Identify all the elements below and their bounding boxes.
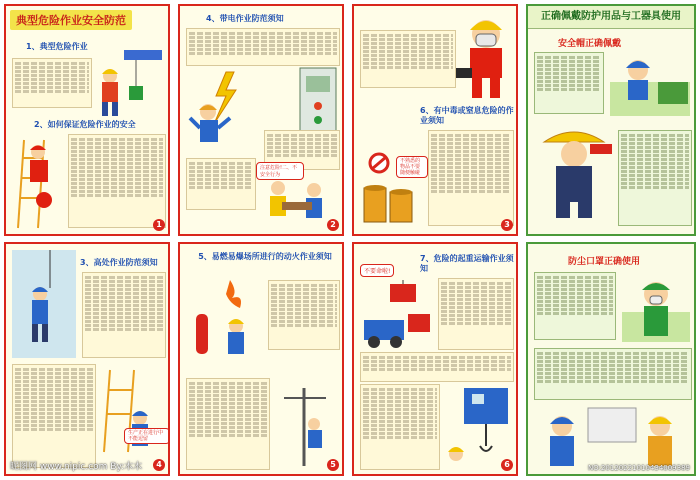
- panel-5: [4, 242, 170, 476]
- panel-3-text2: [428, 130, 514, 226]
- panel-6: [178, 242, 344, 476]
- worker-crane-illustration: [96, 46, 166, 118]
- panel-4-text2: [618, 130, 692, 226]
- panel-4: [526, 4, 696, 236]
- panel-3-sec: 6、有中毒或窒息危险的作业须知: [420, 106, 514, 125]
- image-id-text: NO:20120221010434009389: [587, 464, 690, 472]
- panel-2: [178, 4, 344, 236]
- panel-3: [352, 4, 518, 236]
- panel-2-text1: [186, 28, 340, 66]
- dust-mask-worker-illustration: [620, 272, 692, 344]
- panel-8: [526, 242, 696, 476]
- panel-1-text2: [68, 134, 166, 228]
- panel-2-sec: 4、带电作业防范须知: [206, 14, 284, 23]
- worker-ladder-illustration: [14, 138, 64, 230]
- panel-4-subtitle: 安全帽正确佩戴: [558, 39, 622, 49]
- panel-3-page-number: 3: [501, 219, 513, 231]
- crane-hook-illustration: [444, 384, 514, 470]
- panel-7-text2: [360, 352, 514, 382]
- panel-1-page-number: 1: [153, 219, 165, 231]
- gas-mask-worker-illustration: [456, 12, 516, 102]
- panel-7-text3: [360, 384, 440, 470]
- electric-shock-illustration: [186, 68, 256, 158]
- panel-7: [352, 242, 518, 476]
- watermark-text: 昵图网 www.nipic.com By:木木: [10, 462, 143, 472]
- panel-1: [4, 4, 170, 236]
- panel-3-warning-bubble: 不熟悉的物品不要随便触碰: [396, 156, 428, 178]
- panel-5-sec: 3、高处作业防范须知: [80, 258, 158, 267]
- panel-4-header: 正确佩戴防护用品与工器具使用: [528, 6, 694, 29]
- helmet-worker-illustration: [608, 52, 692, 118]
- forklift-load-illustration: [360, 280, 436, 350]
- panel-7-text1: [438, 278, 514, 350]
- panel-8-text2: [534, 348, 692, 400]
- panel-1-text1: [12, 58, 92, 108]
- panel-2-page-number: 2: [327, 219, 339, 231]
- panel-1-sec2: 2、如何保证危险作业的安全: [34, 120, 136, 129]
- panel-5-text1: [82, 272, 166, 358]
- two-workers-illustration: [538, 404, 688, 470]
- panel-4-text1: [534, 52, 604, 114]
- panel-1-title: 典型危险作业安全防范: [10, 10, 132, 30]
- safety-harness-worker-illustration: [10, 248, 78, 360]
- panel-1-sec1: 1、典型危险作业: [26, 42, 88, 51]
- crouching-worker-illustration: [534, 122, 614, 222]
- panel-7-page-number: 6: [501, 459, 513, 471]
- panel-5-warning-bubble: 生产正在进行中不能逗留: [124, 428, 170, 444]
- panel-6-page-number: 5: [327, 459, 339, 471]
- no-entry-icon: [368, 152, 390, 174]
- panel-7-warning-bubble: 不要命啦!: [360, 264, 394, 277]
- welding-fire-illustration: [186, 274, 266, 364]
- panel-5-page-number: 4: [153, 459, 165, 471]
- panel-6-sec: 5、易燃易爆场所进行的动火作业须知: [198, 252, 332, 261]
- chemical-barrels-illustration: [360, 182, 426, 226]
- panel-6-text1: [268, 280, 340, 350]
- panel-3-text1: [360, 30, 456, 88]
- panel-8-text1: [534, 272, 616, 340]
- panel-6-text2: [186, 378, 270, 470]
- panel-7-sec: 7、危险的起重运输作业须知: [420, 254, 514, 273]
- panel-8-subtitle: 防尘口罩正确使用: [568, 257, 641, 267]
- panel-5-text2: [12, 364, 96, 468]
- power-pole-worker-illustration: [274, 384, 340, 468]
- panel-2-warning-bubble: 注意危险!二、不安全行为: [256, 162, 304, 180]
- panel-2-text2: [186, 158, 256, 210]
